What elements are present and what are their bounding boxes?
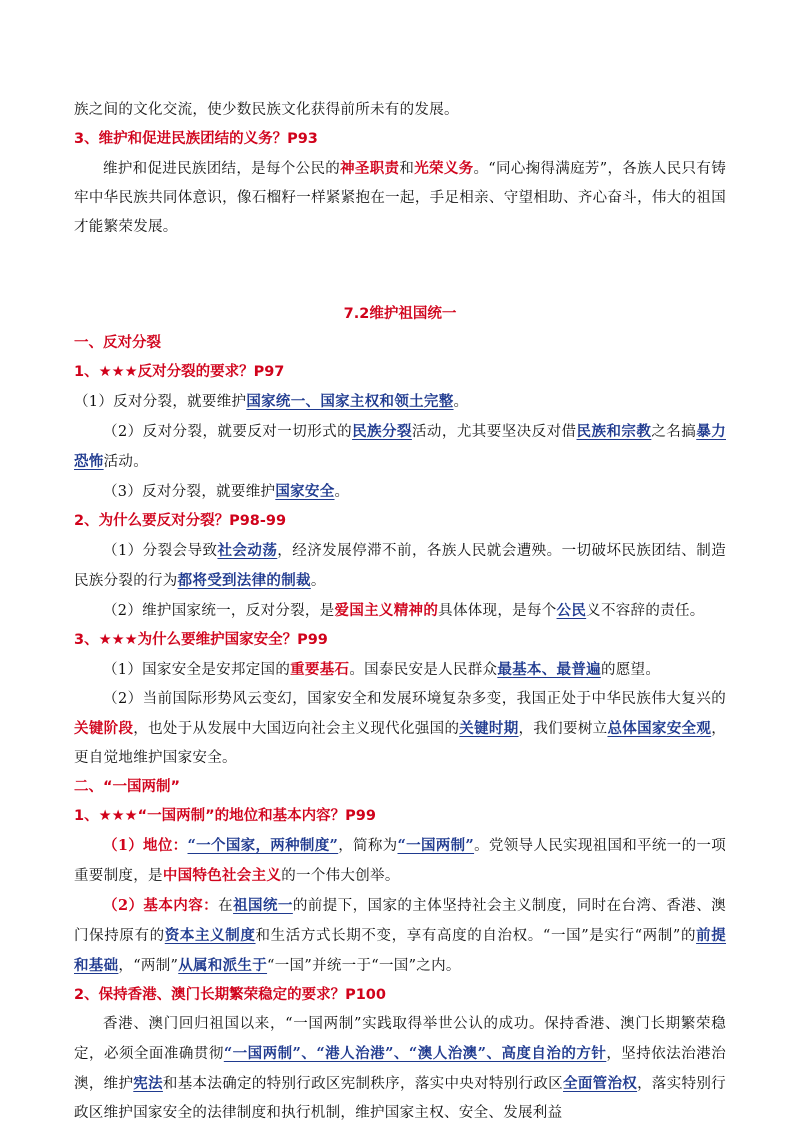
text: 之名搞 [651, 424, 697, 440]
keyword: 公民 [556, 602, 587, 619]
text: （1）反对分裂，就要维护 [74, 394, 247, 410]
q2a-paragraph [74, 536, 726, 596]
keyword: “一国两制” [397, 837, 475, 854]
section-spacer [74, 242, 726, 300]
keyword: 资本主义制度 [164, 927, 256, 944]
text: 。国泰民安是人民群众 [349, 662, 498, 678]
text: （1）国家安全是安邦定国的 [103, 662, 291, 678]
keyword: 民族分裂 [352, 423, 412, 440]
text: ，经济发展停滞不前，各族人民就会遭殃。一切破坏民族团结、制造民族分裂的行为 [74, 543, 727, 589]
text: 活动。 [103, 454, 149, 470]
keyword: 关键阶段 [74, 720, 134, 737]
keyword: 暴力恐怖 [74, 423, 726, 470]
text: （1）分裂会导致 [103, 543, 218, 559]
keyword: 民族和宗教 [576, 423, 652, 440]
q5a-paragraph [74, 1010, 726, 1128]
q2b-paragraph [74, 596, 726, 626]
label: （1）地位： [103, 837, 188, 854]
obligation-paragraph [74, 154, 726, 242]
text: 。党领导人民实现祖国和平统一的一项重要制度，是 [74, 838, 727, 884]
part2-heading: 二、“一国两制” [74, 779, 181, 795]
text: 和基本法确定的特别行政区宪制秩序，落实中央对特别行政区 [162, 1076, 563, 1092]
q4b-paragraph [74, 891, 726, 981]
text: ，坚持依法治港治澳，维护 [74, 1046, 726, 1092]
text: ，“两制” [118, 958, 179, 974]
q1-heading: 1、★★★反对分裂的要求？P97 [74, 364, 285, 380]
text: 和生活方式长期不变，享有高度的自治权。“一国”是实行“两制”的 [255, 928, 697, 944]
keyword: 关键时期 [459, 720, 519, 737]
text: 的前提下，国家的主体坚持社会主义制度，同时在台湾、香港、澳门保持原有的 [74, 898, 726, 944]
text: （3）反对分裂，就要维护 [103, 484, 276, 500]
keyword: 总体国家安全观 [607, 720, 712, 737]
text: ，我们要树立 [518, 721, 608, 737]
text: 维护和促进民族团结，是每个公民的 [103, 161, 341, 177]
keyword: 宪法 [133, 1075, 163, 1092]
keyword: 都将受到法律的制裁 [177, 572, 311, 589]
keyword: “一国两制”、“港人治港”、“澳人治澳”、高度自治的方针 [223, 1045, 607, 1062]
q1c-paragraph [74, 477, 726, 507]
text: 。“同心掬得满庭芳”，各族人民只有铸牢中华民族共同体意识，像石榴籽一样紧紧抱在一起，手足相亲、守望相助、齐心奋斗，伟大的祖国才能繁荣发展。 [74, 161, 726, 235]
text: ，也处于从发展中大国迈向社会主义现代化强国的 [133, 721, 460, 737]
keyword: 重要基石 [290, 661, 350, 678]
q3b-paragraph [74, 685, 726, 773]
text: 香港、澳门回归祖国以来，“一国两制”实践取得举世公认的成功。保持香港、澳门长期繁荣稳定，必须全面准确贯彻 [74, 1016, 726, 1062]
section-title: 7.2维护祖国统一 [343, 306, 457, 322]
obligation-heading: 3、维护和促进民族团结的义务？P93 [74, 131, 318, 147]
text: 活动，尤其要坚决反对借 [411, 424, 577, 440]
keyword: 社会动荡 [217, 542, 278, 559]
q4-heading: 1、★★★“一国两制”的地位和基本内容？P99 [74, 808, 376, 824]
text: （2）反对分裂，就要反对一切形式的 [103, 424, 353, 440]
keyword: “一个国家，两种制度” [187, 837, 339, 854]
keyword: 中国特色社会主义 [162, 867, 282, 884]
q1b-paragraph [74, 417, 726, 477]
q5-heading: 2、保持香港、澳门长期繁荣稳定的要求？P100 [74, 987, 386, 1003]
keyword: 爱国主义精神的 [334, 602, 439, 619]
q2-heading: 2、为什么要反对分裂？P98-99 [74, 513, 287, 529]
keyword: 国家安全 [275, 483, 335, 500]
text: ，更自觉地维护国家安全。 [74, 721, 726, 766]
q3-heading: 3、★★★为什么要维护国家安全？P99 [74, 632, 328, 648]
text: 义不容辞的责任。 [586, 603, 705, 619]
keyword: 光荣义务 [414, 160, 474, 177]
text: （2）当前国际形势风云变幻，国家安全和发展环境复杂多变，我国正处于中华民族伟大复兴的 [103, 691, 726, 707]
text: 具体体现，是每个 [438, 603, 557, 619]
keyword: 最基本、最普遍 [497, 661, 601, 678]
document-page [74, 96, 726, 1128]
text: ，简称为 [338, 838, 398, 854]
q4a-paragraph [74, 831, 726, 891]
text: 的一个伟大创举。 [281, 868, 400, 884]
text: （2）维护国家统一，反对分裂，是 [103, 603, 335, 619]
keyword: 神圣职责 [340, 160, 400, 177]
keyword: 国家统一、国家主权和领土完整 [246, 393, 454, 410]
text: 和 [399, 161, 415, 177]
part1-heading: 一、反对分裂 [74, 335, 161, 351]
text: 。 [453, 394, 469, 410]
intro-tail-paragraph: 族之间的文化交流，使少数民族文化获得前所未有的发展。 [74, 102, 459, 118]
label: （2）基本内容： [103, 897, 219, 914]
q1a-paragraph [74, 387, 726, 417]
text: ，落实特别行政区维护国家安全的法律制度和执行机制，维护国家主权、安全、发展利益 [74, 1076, 726, 1121]
keyword: 前提和基础 [74, 927, 727, 974]
text: 。 [310, 573, 326, 589]
keyword: 祖国统一 [233, 897, 293, 914]
text: 。 [334, 484, 350, 500]
text: “一国”并统一于“一国”之内。 [267, 958, 461, 974]
q3a-paragraph [74, 655, 726, 685]
text: 在 [218, 898, 234, 914]
keyword: 全面管治权 [563, 1075, 638, 1092]
text: 的愿望。 [600, 662, 661, 678]
keyword: 从属和派生于 [178, 957, 268, 974]
